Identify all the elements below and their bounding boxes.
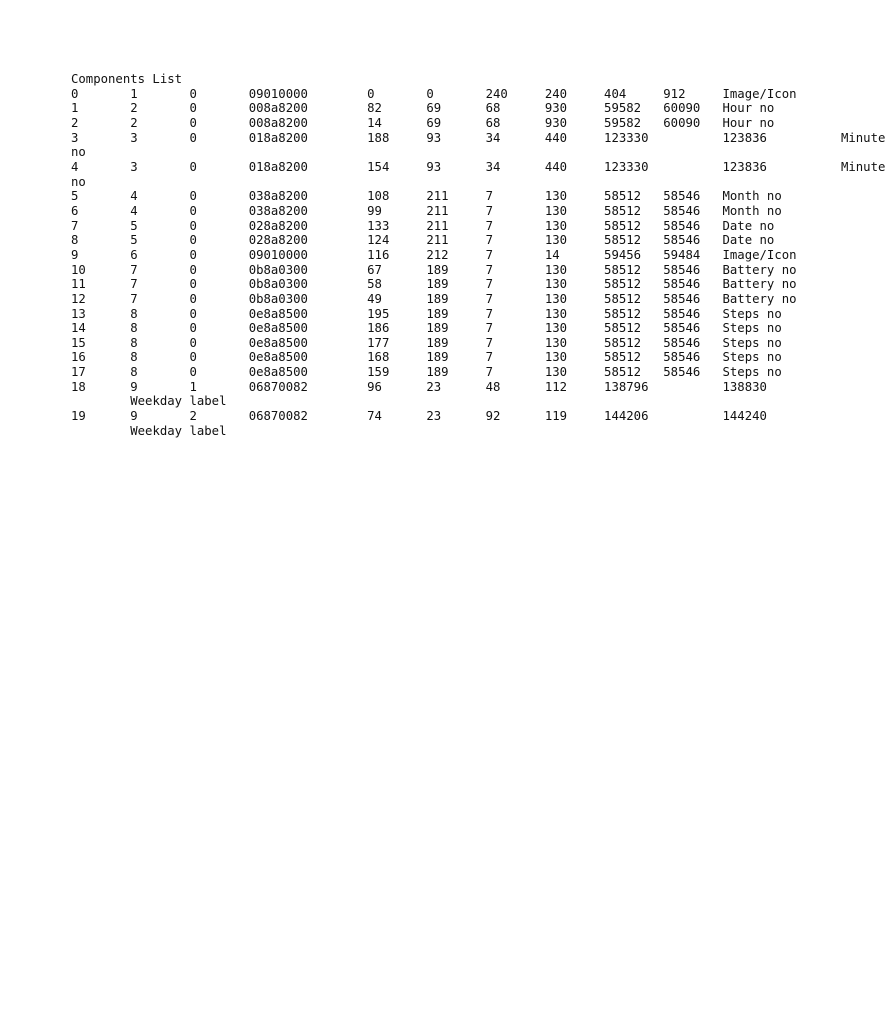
component-row-wrap: no (71, 145, 86, 160)
component-row: 8 5 0 028a8200 124 211 7 130 58512 58546 Date no (71, 233, 775, 248)
component-row: 2 2 0 008a8200 14 69 68 930 59582 60090 Hour no (71, 115, 775, 130)
component-row: 18 9 1 06870082 96 23 48 112 138796 138830 (71, 379, 767, 394)
document-title: Components List (71, 72, 183, 86)
component-row: 13 8 0 0e8a8500 195 189 7 130 58512 58546 Steps no (71, 306, 782, 321)
document-text (71, 72, 885, 438)
component-row-wrap: Weekday label (71, 423, 227, 438)
component-row: 9 6 0 09010000 116 212 7 14 59456 59484 Image/Icon (71, 247, 797, 262)
component-row: 14 8 0 0e8a8500 186 189 7 130 58512 58546 Steps no (71, 321, 782, 336)
component-row: 16 8 0 0e8a8500 168 189 7 130 58512 58546 Steps no (71, 350, 782, 365)
component-row: 10 7 0 0b8a0300 67 189 7 130 58512 58546 Battery no (71, 262, 797, 277)
component-row: 4 3 0 018a8200 154 93 34 440 123330 123836 Minute (71, 159, 885, 174)
component-row: 15 8 0 0e8a8500 177 189 7 130 58512 58546 Steps no (71, 335, 782, 350)
component-row: 6 4 0 038a8200 99 211 7 130 58512 58546 Month no (71, 203, 782, 218)
component-row: 5 4 0 038a8200 108 211 7 130 58512 58546 Month no (71, 189, 782, 204)
component-row-wrap: no (71, 174, 86, 189)
component-row: 0 1 0 09010000 0 0 240 240 404 912 Image/Icon (71, 86, 797, 101)
component-row: 1 2 0 008a8200 82 69 68 930 59582 60090 Hour no (71, 101, 775, 116)
component-row-wrap: Weekday label (71, 394, 227, 409)
component-row: 7 5 0 028a8200 133 211 7 130 58512 58546 Date no (71, 218, 775, 233)
component-row: 17 8 0 0e8a8500 159 189 7 130 58512 58546 Steps no (71, 365, 782, 380)
component-row: 12 7 0 0b8a0300 49 189 7 130 58512 58546 Battery no (71, 291, 797, 306)
component-row: 19 9 2 06870082 74 23 92 119 144206 144240 (71, 409, 767, 424)
component-row: 3 3 0 018a8200 188 93 34 440 123330 123836 Minute (71, 130, 885, 145)
component-row: 11 7 0 0b8a0300 58 189 7 130 58512 58546 Battery no (71, 277, 797, 292)
